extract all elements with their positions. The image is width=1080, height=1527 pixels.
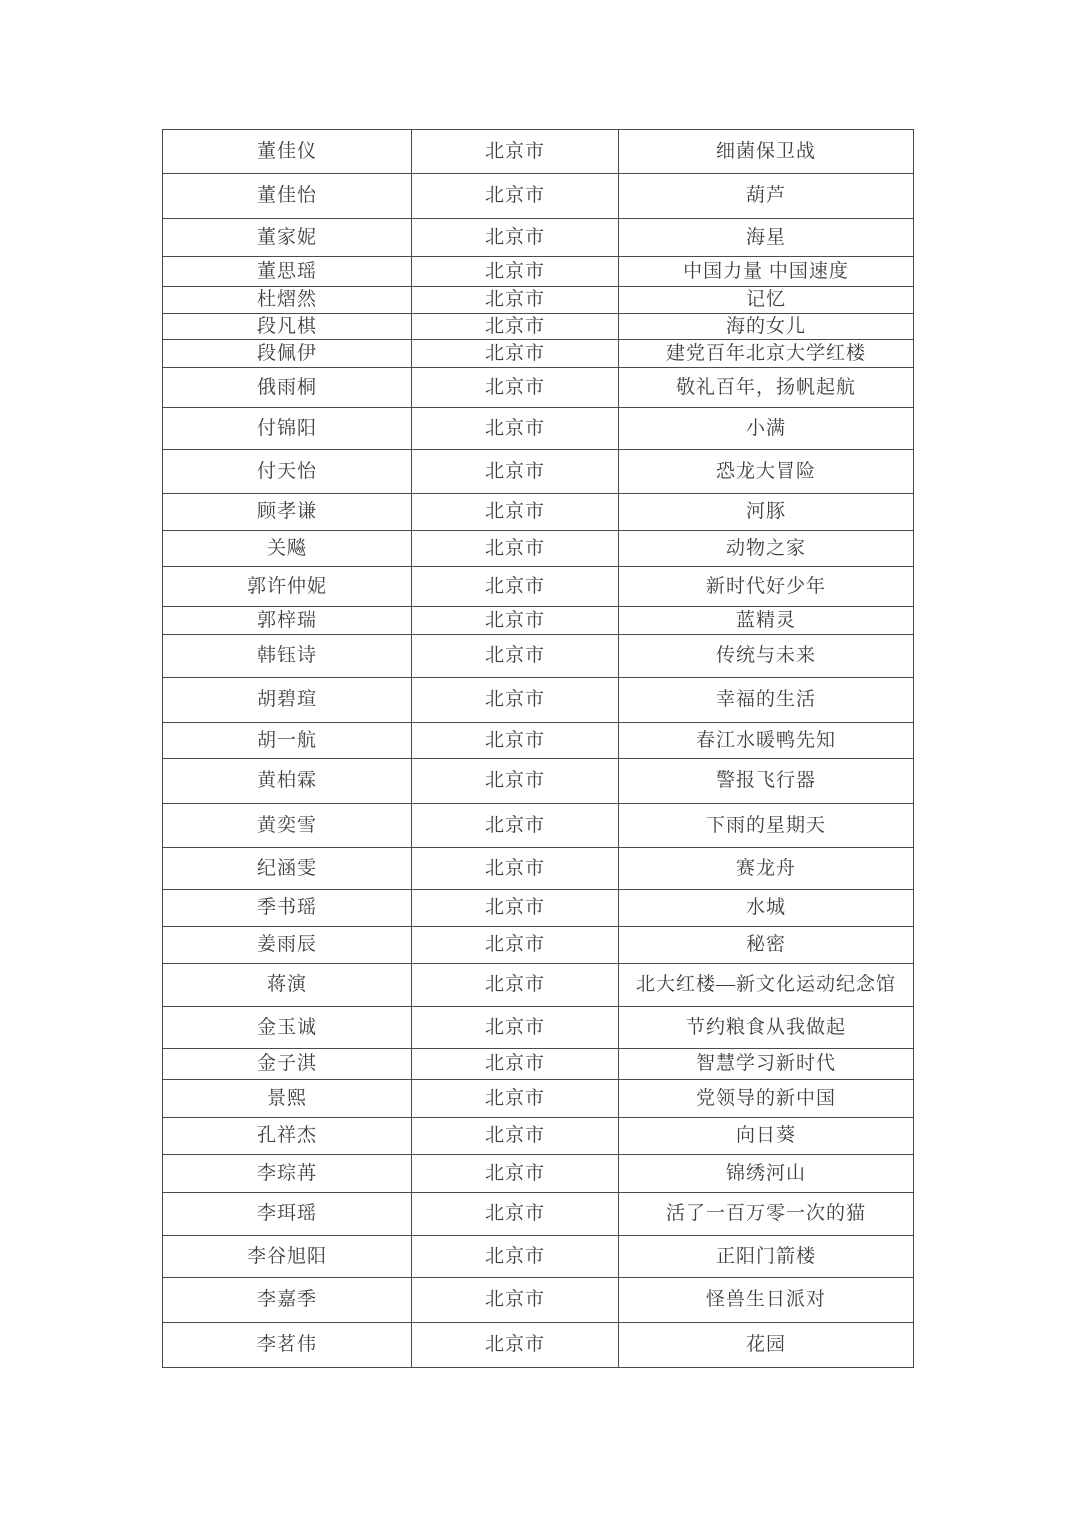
- table-row: [163, 219, 914, 257]
- city-cell: 北京市: [412, 1007, 619, 1049]
- table-row: [163, 340, 914, 368]
- title-cell: 党领导的新中国: [619, 1080, 914, 1118]
- table-row: [163, 607, 914, 635]
- city-cell: 北京市: [412, 219, 619, 257]
- table-row: [163, 890, 914, 927]
- city-cell: 北京市: [412, 1155, 619, 1193]
- title-cell: 北大红楼—新文化运动纪念馆: [619, 964, 914, 1007]
- table-row: [163, 257, 914, 287]
- city-cell: 北京市: [412, 314, 619, 340]
- city-cell: 北京市: [412, 287, 619, 314]
- name-cell: 韩钰诗: [163, 635, 412, 678]
- title-cell: 葫芦: [619, 174, 914, 219]
- city-cell: 北京市: [412, 567, 619, 607]
- roster-body: [163, 130, 914, 1368]
- city-cell: 北京市: [412, 174, 619, 219]
- name-cell: 俄雨桐: [163, 368, 412, 408]
- city-cell: 北京市: [412, 368, 619, 408]
- city-cell: 北京市: [412, 635, 619, 678]
- name-cell: 郭梓瑞: [163, 607, 412, 635]
- title-cell: 春江水暖鸭先知: [619, 723, 914, 759]
- table-row: [163, 1118, 914, 1155]
- table-row: [163, 130, 914, 174]
- city-cell: 北京市: [412, 1080, 619, 1118]
- table-row: [163, 1236, 914, 1278]
- name-cell: 付天怡: [163, 450, 412, 494]
- name-cell: 关飚: [163, 531, 412, 567]
- title-cell: 新时代好少年: [619, 567, 914, 607]
- name-cell: 段凡棋: [163, 314, 412, 340]
- table-row: [163, 174, 914, 219]
- table-row: [163, 287, 914, 314]
- name-cell: 杜熠然: [163, 287, 412, 314]
- table-row: [163, 1193, 914, 1236]
- name-cell: 孔祥杰: [163, 1118, 412, 1155]
- city-cell: 北京市: [412, 531, 619, 567]
- city-cell: 北京市: [412, 890, 619, 927]
- title-cell: 水城: [619, 890, 914, 927]
- table-row: [163, 494, 914, 531]
- city-cell: 北京市: [412, 804, 619, 848]
- city-cell: 北京市: [412, 678, 619, 723]
- title-cell: 怪兽生日派对: [619, 1278, 914, 1323]
- table-row: [163, 567, 914, 607]
- title-cell: 海的女儿: [619, 314, 914, 340]
- name-cell: 李茗伟: [163, 1323, 412, 1368]
- title-cell: 正阳门箭楼: [619, 1236, 914, 1278]
- table-row: [163, 759, 914, 804]
- city-cell: 北京市: [412, 723, 619, 759]
- name-cell: 纪涵雯: [163, 848, 412, 890]
- table-row: [163, 723, 914, 759]
- table-row: [163, 368, 914, 408]
- table-row: [163, 1007, 914, 1049]
- title-cell: 下雨的星期天: [619, 804, 914, 848]
- title-cell: 赛龙舟: [619, 848, 914, 890]
- table-row: [163, 1080, 914, 1118]
- title-cell: 活了一百万零一次的猫: [619, 1193, 914, 1236]
- title-cell: 小满: [619, 408, 914, 450]
- city-cell: 北京市: [412, 450, 619, 494]
- name-cell: 段佩伊: [163, 340, 412, 368]
- city-cell: 北京市: [412, 340, 619, 368]
- name-cell: 郭许仲妮: [163, 567, 412, 607]
- city-cell: 北京市: [412, 494, 619, 531]
- title-cell: 锦绣河山: [619, 1155, 914, 1193]
- title-cell: 幸福的生活: [619, 678, 914, 723]
- title-cell: 警报飞行器: [619, 759, 914, 804]
- city-cell: 北京市: [412, 1118, 619, 1155]
- table-row: [163, 927, 914, 964]
- city-cell: 北京市: [412, 257, 619, 287]
- city-cell: 北京市: [412, 964, 619, 1007]
- city-cell: 北京市: [412, 607, 619, 635]
- title-cell: 中国力量 中国速度: [619, 257, 914, 287]
- title-cell: 海星: [619, 219, 914, 257]
- city-cell: 北京市: [412, 759, 619, 804]
- name-cell: 董佳仪: [163, 130, 412, 174]
- name-cell: 蒋演: [163, 964, 412, 1007]
- table-row: [163, 531, 914, 567]
- table-row: [163, 1049, 914, 1080]
- table-row: [163, 804, 914, 848]
- city-cell: 北京市: [412, 408, 619, 450]
- city-cell: 北京市: [412, 1193, 619, 1236]
- title-cell: 花园: [619, 1323, 914, 1368]
- city-cell: 北京市: [412, 848, 619, 890]
- title-cell: 记忆: [619, 287, 914, 314]
- name-cell: 季书瑶: [163, 890, 412, 927]
- table-row: [163, 848, 914, 890]
- name-cell: 黄奕雪: [163, 804, 412, 848]
- title-cell: 敬礼百年，扬帆起航: [619, 368, 914, 408]
- name-cell: 姜雨辰: [163, 927, 412, 964]
- name-cell: 金子淇: [163, 1049, 412, 1080]
- name-cell: 董思瑶: [163, 257, 412, 287]
- title-cell: 向日葵: [619, 1118, 914, 1155]
- city-cell: 北京市: [412, 1323, 619, 1368]
- table-row: [163, 1323, 914, 1368]
- table-row: [163, 314, 914, 340]
- title-cell: 河豚: [619, 494, 914, 531]
- city-cell: 北京市: [412, 1236, 619, 1278]
- name-cell: 董家妮: [163, 219, 412, 257]
- name-cell: 李珥瑶: [163, 1193, 412, 1236]
- table-row: [163, 408, 914, 450]
- name-cell: 黄柏霖: [163, 759, 412, 804]
- name-cell: 景熙: [163, 1080, 412, 1118]
- table-row: [163, 450, 914, 494]
- title-cell: 蓝精灵: [619, 607, 914, 635]
- city-cell: 北京市: [412, 130, 619, 174]
- city-cell: 北京市: [412, 1278, 619, 1323]
- name-cell: 胡碧瑄: [163, 678, 412, 723]
- title-cell: 节约粮食从我做起: [619, 1007, 914, 1049]
- title-cell: 动物之家: [619, 531, 914, 567]
- title-cell: 细菌保卫战: [619, 130, 914, 174]
- city-cell: 北京市: [412, 1049, 619, 1080]
- award-roster-table: [162, 129, 914, 1368]
- table-row: [163, 678, 914, 723]
- table-row: [163, 1278, 914, 1323]
- title-cell: 智慧学习新时代: [619, 1049, 914, 1080]
- title-cell: 恐龙大冒险: [619, 450, 914, 494]
- table-row: [163, 1155, 914, 1193]
- table-row: [163, 964, 914, 1007]
- name-cell: 董佳怡: [163, 174, 412, 219]
- title-cell: 秘密: [619, 927, 914, 964]
- name-cell: 金玉诚: [163, 1007, 412, 1049]
- title-cell: 建党百年北京大学红楼: [619, 340, 914, 368]
- city-cell: 北京市: [412, 927, 619, 964]
- name-cell: 李谷旭阳: [163, 1236, 412, 1278]
- title-cell: 传统与未来: [619, 635, 914, 678]
- name-cell: 付锦阳: [163, 408, 412, 450]
- name-cell: 李嘉季: [163, 1278, 412, 1323]
- name-cell: 胡一航: [163, 723, 412, 759]
- table-row: [163, 635, 914, 678]
- name-cell: 顾孝谦: [163, 494, 412, 531]
- name-cell: 李琮苒: [163, 1155, 412, 1193]
